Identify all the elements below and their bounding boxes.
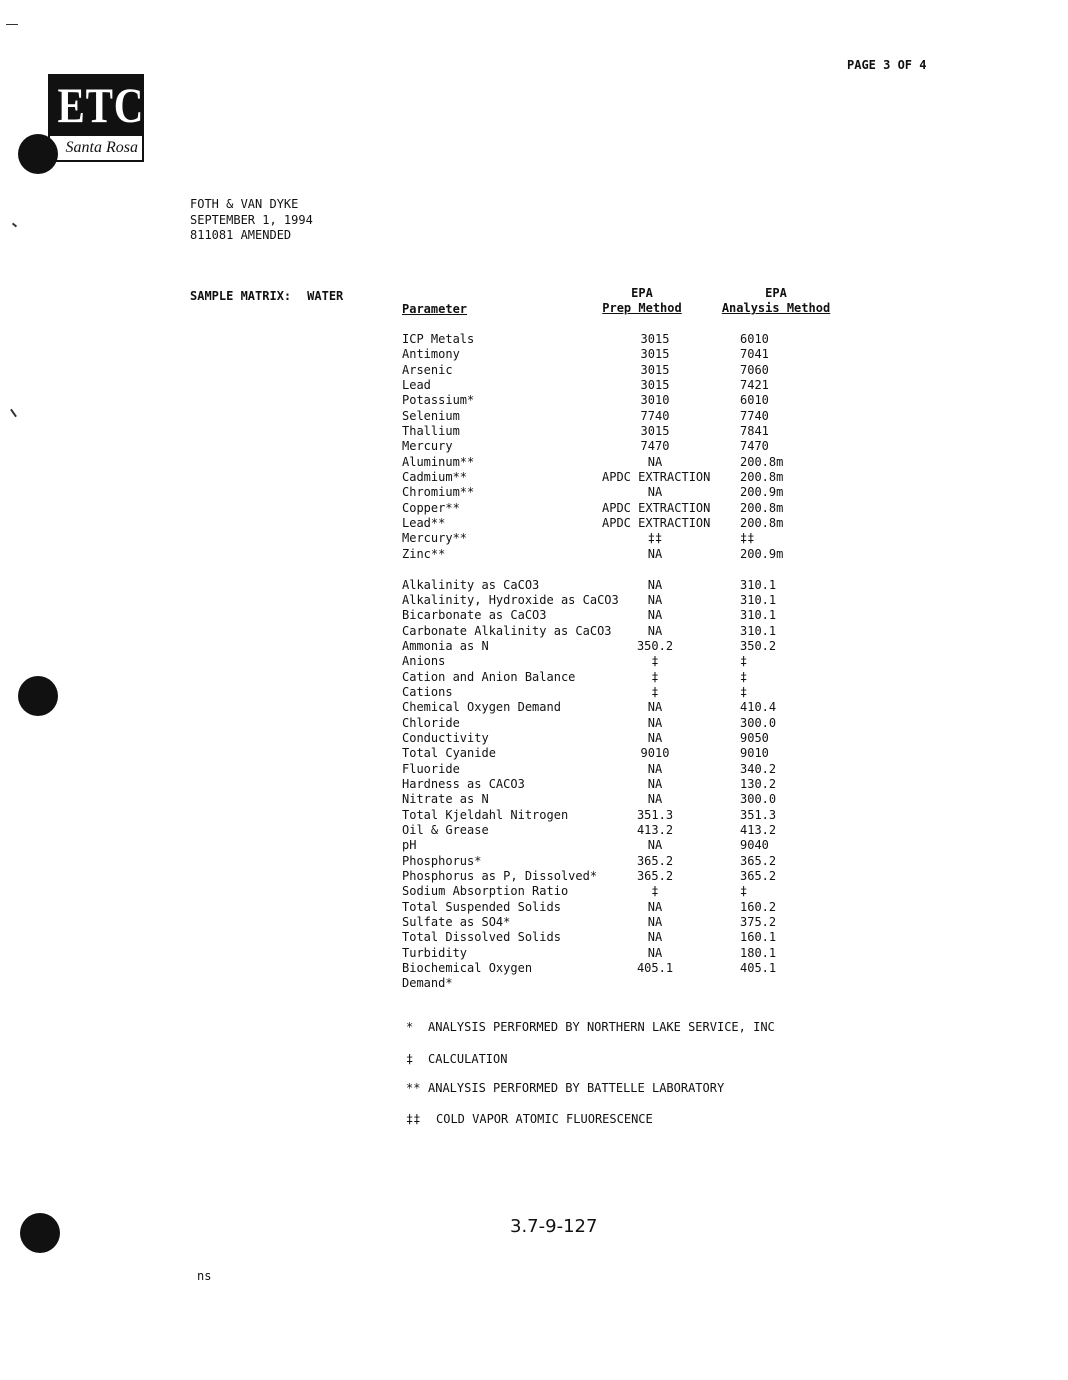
analysis-method-cell: 300.0 — [740, 715, 777, 730]
parameter-cell: Chromium** — [402, 485, 475, 500]
analysis-method-cell: 160.1 — [740, 930, 777, 945]
prep-method-cell: NA — [647, 730, 663, 745]
analysis-method-cell: 160.2 — [740, 899, 777, 914]
parameter-cell: Alkalinity as CaCO3 — [402, 577, 540, 592]
prep-method-cell: 350.2 — [636, 638, 674, 653]
table-row — [402, 915, 842, 930]
prep-method-cell: NA — [647, 454, 663, 469]
parameter-cell: ICP Metals — [402, 332, 475, 346]
table-row — [402, 823, 842, 838]
prep-method-cell: NA — [647, 930, 663, 945]
parameter-cell: Potassium* — [402, 393, 475, 408]
footnote-text: ANALYSIS PERFORMED BY NORTHERN LAKE SERVICE, INC — [428, 1020, 775, 1034]
table-row — [402, 792, 842, 807]
table-row — [402, 808, 842, 823]
table-row — [402, 562, 842, 577]
parameter-cell: Thallium — [402, 424, 460, 439]
parameter-cell: Hardness as CACO3 — [402, 776, 525, 791]
prep-method-cell: NA — [647, 915, 663, 930]
analysis-method-cell: 413.2 — [740, 823, 777, 837]
prep-method-cell: 7740 — [640, 408, 670, 423]
table-row — [402, 869, 842, 884]
prep-method-cell: NA — [647, 776, 663, 791]
prep-method-cell: NA — [647, 623, 663, 638]
parameter-cell: pH — [402, 838, 417, 853]
table-row — [402, 961, 842, 976]
binder-hole — [18, 134, 58, 174]
report-date: SEPTEMBER 1, 1994 — [190, 212, 313, 227]
parameter-cell: Aluminum** — [402, 454, 475, 469]
analysis-method-cell: 7041 — [740, 347, 769, 362]
prep-header-top: EPA — [631, 286, 653, 300]
table-row — [402, 363, 842, 378]
table-row — [402, 762, 842, 777]
prep-method-cell: NA — [647, 761, 663, 776]
table-row — [402, 393, 842, 408]
footnote — [406, 1112, 653, 1127]
table-row — [402, 731, 842, 746]
prep-method-cell: NA — [647, 838, 663, 853]
parameter-cell: Demand* — [402, 976, 453, 991]
prep-method-cell: 351.3 — [636, 807, 674, 822]
analysis-method-cell: 200.9m — [740, 485, 784, 500]
typist-initials: ns — [197, 1269, 212, 1283]
scan-mark — [12, 223, 17, 228]
table-row — [402, 685, 842, 700]
table-row — [402, 700, 842, 715]
parameter-cell: Carbonate Alkalinity as CaCO3 — [402, 623, 612, 638]
analysis-method-cell: 200.8m — [740, 516, 784, 531]
table-row — [402, 578, 842, 593]
analysis-method-cell: 9050 — [740, 730, 769, 745]
prep-method-cell: 3010 — [640, 393, 670, 408]
prep-method-cell: 7470 — [640, 439, 670, 454]
table-row — [402, 470, 842, 485]
prep-method-cell: NA — [647, 899, 663, 914]
binder-hole — [18, 676, 58, 716]
parameter-cell: Chloride — [402, 715, 460, 730]
table-row — [402, 424, 842, 439]
parameter-cell: Antimony — [402, 347, 460, 362]
table-row — [402, 439, 842, 454]
prep-method-cell: NA — [647, 592, 663, 607]
sample-matrix — [190, 289, 343, 303]
client-name: FOTH & VAN DYKE — [190, 197, 299, 211]
footnote — [406, 1052, 507, 1067]
footnote-text: CALCULATION — [428, 1052, 508, 1066]
prep-method-cell: NA — [647, 792, 663, 807]
analysis-method-cell: 310.1 — [740, 623, 777, 638]
prep-method-cell: ‡ — [651, 684, 659, 699]
analysis-header-bottom: Analysis Method — [721, 301, 831, 315]
table-row — [402, 716, 842, 731]
table-row — [402, 838, 842, 853]
logo-location — [50, 136, 142, 160]
table-row — [402, 485, 842, 500]
analysis-method-cell: 6010 — [740, 393, 769, 408]
footnote-symbol: ‡ — [406, 1052, 414, 1066]
footnote-symbol: ‡‡ — [406, 1112, 421, 1126]
page-number: PAGE 3 OF 4 — [847, 58, 927, 72]
logo-location-text: Santa Rosa — [65, 139, 138, 156]
table-row — [402, 900, 842, 915]
prep-method-cell: 9010 — [640, 746, 670, 761]
parameter-cell: Total Dissolved Solids — [402, 930, 561, 945]
table-row — [402, 332, 842, 347]
column-header-analysis — [714, 286, 838, 316]
analysis-method-cell: 340.2 — [740, 761, 777, 776]
prep-method-cell: APDC EXTRACTION — [602, 500, 711, 515]
analysis-method-cell: 200.8m — [740, 470, 784, 485]
footnote-text: ANALYSIS PERFORMED BY BATTELLE LABORATORY — [428, 1081, 725, 1095]
prep-header-bottom: Prep Method — [602, 301, 682, 315]
table-row — [402, 639, 842, 654]
prep-method-cell: 3015 — [640, 362, 670, 377]
prep-method-cell: NA — [647, 715, 663, 730]
prep-method-cell: ‡ — [651, 654, 659, 669]
prep-method-cell: NA — [647, 546, 663, 561]
column-header-parameter: Parameter — [402, 302, 468, 316]
table-row — [402, 347, 842, 362]
parameter-cell: Copper** — [402, 500, 460, 515]
footnote-symbol: ** — [406, 1081, 421, 1095]
table-row — [402, 378, 842, 393]
table-row — [402, 608, 842, 623]
parameter-cell: Oil & Grease — [402, 823, 489, 837]
prep-method-cell: ‡‡ — [647, 531, 663, 546]
scan-mark — [6, 24, 18, 25]
prep-method-cell: 3015 — [640, 347, 670, 362]
analysis-method-cell: 180.1 — [740, 945, 777, 960]
table-row — [402, 547, 842, 562]
analysis-method-cell: 6010 — [740, 332, 769, 346]
table-row — [402, 593, 842, 608]
analysis-method-cell: 365.2 — [740, 869, 777, 884]
analysis-method-cell: 351.3 — [740, 807, 777, 822]
table-row — [402, 946, 842, 961]
analysis-method-cell: 7421 — [740, 378, 769, 393]
methods-table — [402, 332, 842, 992]
parameter-cell: Mercury** — [402, 531, 468, 546]
analysis-header-top: EPA — [765, 286, 787, 300]
parameter-cell: Cations — [402, 684, 453, 699]
parameter-cell: Mercury — [402, 439, 453, 454]
prep-method-cell: NA — [647, 485, 663, 500]
prep-method-cell: 413.2 — [636, 823, 674, 837]
parameter-cell: Arsenic — [402, 362, 453, 377]
parameter-cell: Ammonia as N — [402, 638, 489, 653]
prep-method-cell: NA — [647, 945, 663, 960]
binder-hole — [20, 1213, 60, 1253]
table-row — [402, 777, 842, 792]
parameter-cell: Nitrate as N — [402, 792, 489, 807]
parameter-cell: Zinc** — [402, 546, 446, 561]
parameter-cell: Cation and Anion Balance — [402, 669, 576, 684]
table-row — [402, 670, 842, 685]
parameter-cell: Anions — [402, 654, 446, 669]
parameter-cell: Phosphorus as P, Dissolved* — [402, 869, 598, 884]
table-row — [402, 930, 842, 945]
analysis-method-cell: ‡ — [740, 654, 748, 669]
scan-mark — [10, 409, 17, 418]
analysis-method-cell: 9040 — [740, 838, 769, 853]
analysis-method-cell: ‡ — [740, 669, 748, 684]
parameter-cell: Total Cyanide — [402, 746, 496, 761]
parameter-cell: Bicarbonate as CaCO3 — [402, 608, 547, 623]
table-row — [402, 854, 842, 869]
prep-method-cell: NA — [647, 700, 663, 715]
company-logo — [48, 74, 144, 162]
table-row — [402, 516, 842, 531]
prep-method-cell: NA — [647, 608, 663, 623]
table-row — [402, 624, 842, 639]
analysis-method-cell: 350.2 — [740, 638, 777, 653]
footnote — [406, 1081, 724, 1096]
analysis-method-cell: ‡‡ — [740, 531, 755, 546]
report-header — [190, 197, 313, 244]
analysis-method-cell: 7470 — [740, 439, 769, 454]
table-row — [402, 976, 842, 991]
footnote-text: COLD VAPOR ATOMIC FLUORESCENCE — [436, 1112, 653, 1126]
analysis-method-cell: ‡ — [740, 884, 748, 899]
analysis-method-cell: 7060 — [740, 362, 769, 377]
analysis-method-cell: 310.1 — [740, 592, 777, 607]
parameter-cell: Lead — [402, 378, 431, 393]
parameter-cell: Chemical Oxygen Demand — [402, 700, 561, 715]
analysis-method-cell: 300.0 — [740, 792, 777, 807]
table-row — [402, 746, 842, 761]
parameter-cell: Sulfate as SO4* — [402, 915, 511, 930]
document-number: 3.7-9-127 — [510, 1216, 598, 1237]
prep-method-cell: 405.1 — [636, 961, 674, 976]
parameter-cell: Total Suspended Solids — [402, 899, 561, 914]
table-row — [402, 409, 842, 424]
prep-method-cell: 3015 — [640, 424, 670, 439]
analysis-method-cell: 7740 — [740, 408, 769, 423]
parameter-cell: Phosphorus* — [402, 853, 482, 868]
analysis-method-cell: 200.8m — [740, 454, 784, 469]
column-header-prep — [590, 286, 694, 316]
analysis-method-cell: 200.8m — [740, 500, 784, 515]
sample-matrix-value: WATER — [307, 289, 344, 303]
prep-method-cell: APDC EXTRACTION — [602, 516, 711, 531]
parameter-cell: Lead** — [402, 516, 446, 531]
prep-method-cell: NA — [647, 577, 663, 592]
parameter-cell: Cadmium** — [402, 470, 468, 485]
analysis-method-cell: 365.2 — [740, 853, 777, 868]
table-row — [402, 654, 842, 669]
parameter-cell: Biochemical Oxygen — [402, 961, 533, 976]
table-row — [402, 455, 842, 470]
table-row — [402, 884, 842, 899]
analysis-method-cell: 9010 — [740, 746, 769, 761]
prep-method-cell: 3015 — [640, 332, 670, 346]
analysis-method-cell: 200.9m — [740, 546, 784, 561]
sample-matrix-label: SAMPLE MATRIX: — [190, 289, 292, 303]
prep-method-cell: APDC EXTRACTION — [602, 470, 711, 485]
footnote-symbol: * — [406, 1020, 414, 1034]
parameter-cell: Conductivity — [402, 730, 489, 745]
analysis-method-cell: 405.1 — [740, 961, 777, 976]
logo-mark: ETC — [57, 77, 145, 133]
parameter-cell: Total Kjeldahl Nitrogen — [402, 807, 569, 822]
report-id: 811081 AMENDED — [190, 228, 292, 242]
parameter-cell: Fluoride — [402, 761, 460, 776]
analysis-method-cell: 375.2 — [740, 915, 777, 930]
table-row — [402, 531, 842, 546]
analysis-method-cell: 310.1 — [740, 608, 777, 623]
analysis-method-cell: 410.4 — [740, 700, 777, 715]
prep-method-cell: ‡ — [651, 669, 659, 684]
prep-method-cell: 365.2 — [636, 869, 674, 884]
analysis-method-cell: 7841 — [740, 424, 769, 439]
parameter-cell: Turbidity — [402, 945, 468, 960]
prep-method-cell: 365.2 — [636, 853, 674, 868]
footnote — [406, 1020, 775, 1035]
analysis-method-cell: 130.2 — [740, 776, 777, 791]
parameter-cell: Sodium Absorption Ratio — [402, 884, 569, 899]
analysis-method-cell: ‡ — [740, 684, 748, 699]
table-row — [402, 501, 842, 516]
analysis-method-cell: 310.1 — [740, 577, 777, 592]
prep-method-cell: 3015 — [640, 378, 670, 393]
prep-method-cell: ‡ — [651, 884, 659, 899]
parameter-cell: Selenium — [402, 408, 460, 423]
parameter-cell: Alkalinity, Hydroxide as CaCO3 — [402, 592, 619, 607]
